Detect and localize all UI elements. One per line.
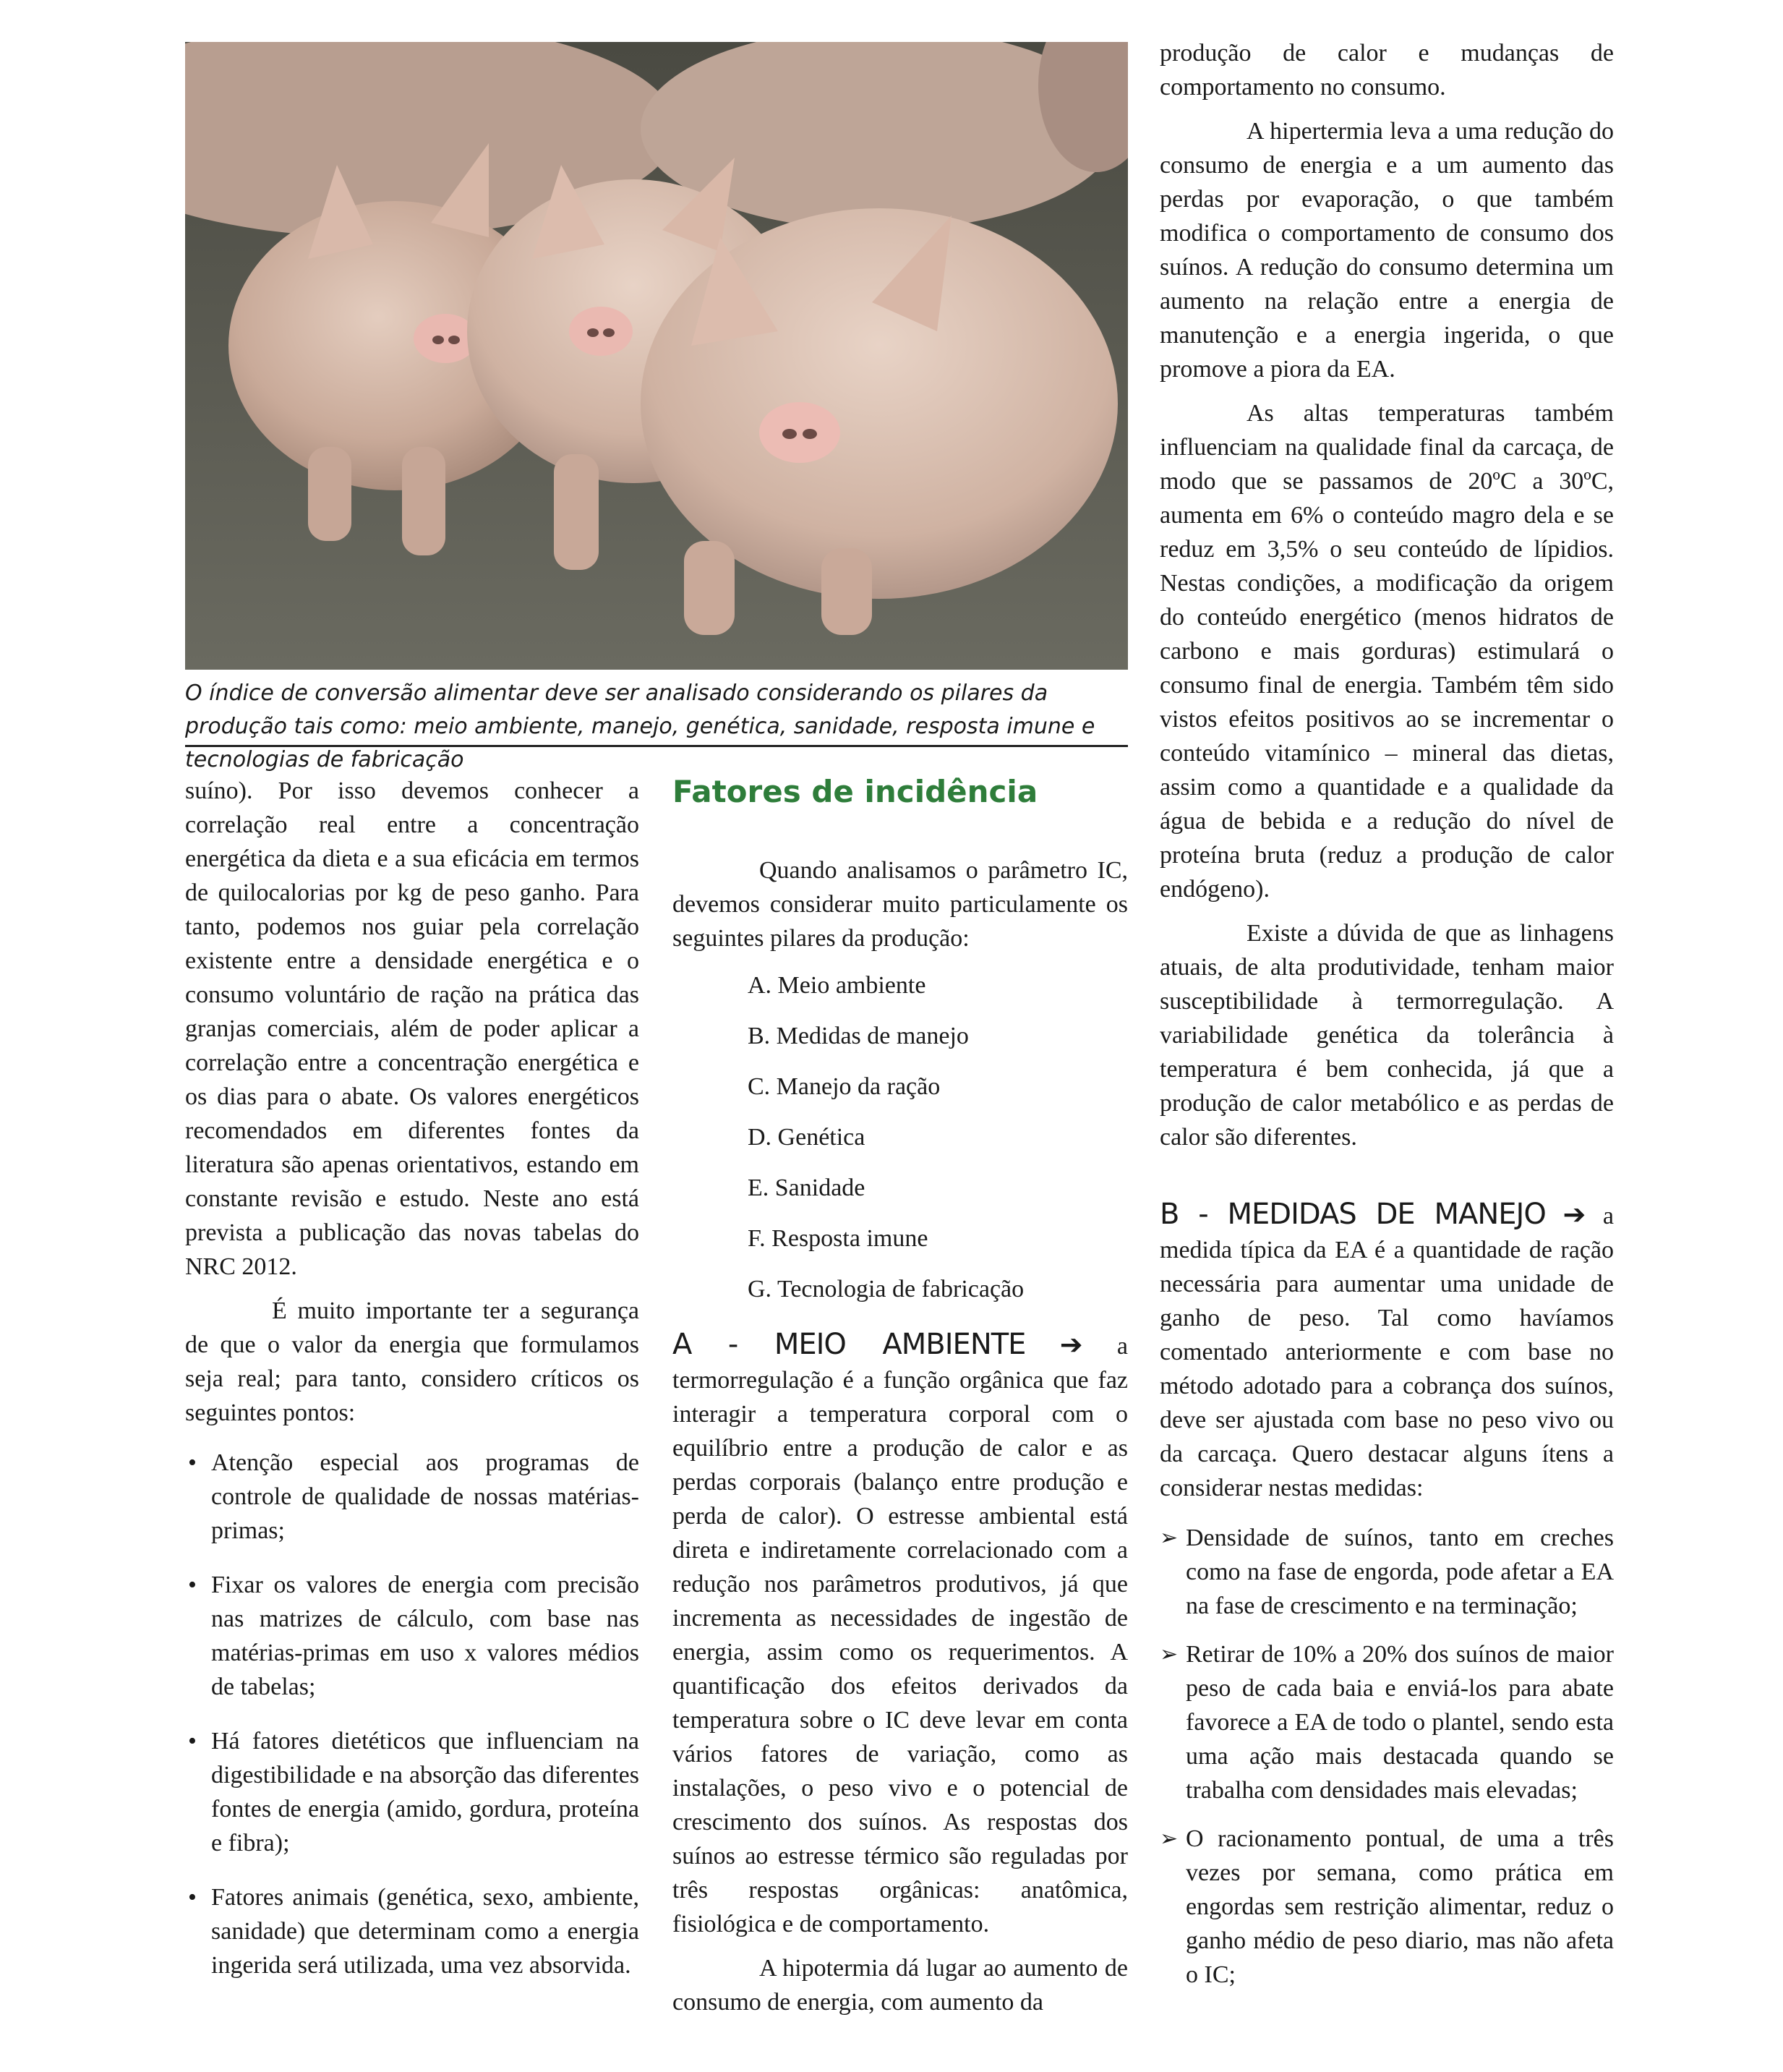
column-1: [185, 774, 639, 2003]
paragraph: A hipotermia dá lugar ao aumento de consumo de energia, com aumento da: [672, 1955, 1128, 2016]
bullet-icon: •: [188, 1449, 197, 1476]
paragraph: produção de calor e mudanças de comportamento no consumo.: [1160, 40, 1614, 101]
paragraph: A hipertermia leva a uma redução do consumo de energia e a um aumento das perdas por evaporação, o que também modifica o comportamento de consumo dos suínos. A redução do consumo determina um aumento na relação entre a energia de manutenção e a energia ingerida, o que promove a piora da EA.: [1160, 118, 1614, 383]
paragraph: Quando analisamos o parâmetro IC, devemos considerar muito particulamente os seguintes pilares da produção:: [672, 857, 1128, 952]
list-item: • Fatores animais (genética, sexo, ambiente, sanidade) que determinam como a energia ingerida será utilizada, uma vez absorvida.: [185, 1880, 639, 1982]
list-item: • Atenção especial aos programas de controle de qualidade de nossas matérias-primas;: [185, 1446, 639, 1548]
column-3: [1160, 36, 1614, 2006]
arrowhead-bullet-icon: ➢: [1160, 1642, 1179, 1667]
paragraph: As altas temperaturas também influenciam na qualidade final da carcaça, de modo que se passamos de 20ºC a 30ºC, aumenta em 6% o conteúdo magro dela e se reduz em 3,5% o seu conteúdo de lípidios. Nestas condições, a modificação da origem do conteúdo energético (menos hidratos de carbono e mais gorduras) estimulará o consumo final de energia. Também têm sido vistos efeitos positivos ao se incrementar o conteúdo vitamínico – mineral das dietas, assim como a quantidade e a qualidade da água de bebida e a redução do nível de proteína bruta (reduz a produção de calor endógeno).: [1160, 400, 1614, 903]
measures-list: [1160, 1521, 1614, 1992]
list-item: C. Manejo da ração: [748, 1073, 941, 1100]
bullet-icon: •: [188, 1572, 197, 1598]
section-a-text: a termorregulação é a função orgânica que faz interagir a temperatura corporal com o equilíbrio entre a produção de calor e as perdas corporais (balanço entre produção e perda de calor). O estresse ambiental está direta e indiretamente correlacionado com a redução nos parâmetros produtivos, já que incrementa as necessidades de ingestão de energia, assim como os requerimentos. A quantificação dos efeitos derivados da temperatura sobre o IC deve levar em conta vários fatores de variação, como as instalações, o peso vivo e o potencial de crescimento dos suínos. As respostas dos suínos ao estresse térmico são reguladas por três respostas orgânicas: anatômica, fisiológica e de comportamento.: [672, 1333, 1129, 1937]
pigs-photo: [185, 42, 1128, 670]
paragraph: É muito importante ter a segurança de que o valor da energia que formulamos seja real; para tanto, considero críticos os seguintes pontos:: [185, 1297, 639, 1426]
photo-caption: O índice de conversão alimentar deve ser analisado considerando os pilares da produção tais como: meio ambiente, manejo, genética, sanidade, resposta imune e tecnologias de fabricação: [185, 681, 1095, 772]
paragraph: Existe a dúvida de que as linhagens atuais, de alta produtividade, tenham maior susceptibilidade à termorregulação. A variabilidade genética da tolerância à temperatura é bem conhecida, já que a produção de calor metabólico e as perdas de calor são diferentes.: [1160, 920, 1614, 1151]
section-b-title: B - MEDIDAS DE MANEJO: [1160, 1198, 1546, 1231]
list-item: A. Meio ambiente: [748, 972, 926, 999]
list-item: B. Medidas de manejo: [748, 1023, 969, 1049]
bullet-list: [185, 1446, 639, 1982]
arrowhead-bullet-icon: ➢: [1160, 1525, 1179, 1551]
paragraph: suíno). Por isso devemos conhecer a correlação real entre a concentração energética da dieta e a sua eficácia em termos de quilocalorias por kg de peso ganho. Para tanto, podemos nos guiar pela correlação existente entre a densidade energética e o consumo voluntário de ração na prática das granjas comerciais, além de poder aplicar a correlação entre a concentração energética e os dias para o abate. Os valores energéticos recomendados em diferentes fontes da literatura são apenas orientativos, estando em constante revisão e estudo. Neste ano está prevista a publicação das novas tabelas do NRC 2012.: [185, 777, 639, 1280]
arrow-right-icon: ➔: [1059, 1329, 1083, 1360]
section-heading: Fatores de incidência: [672, 774, 1038, 809]
bullet-icon: •: [188, 1884, 197, 1911]
list-item: E. Sanidade: [748, 1174, 865, 1201]
list-item: F. Resposta imune: [748, 1225, 928, 1252]
list-item: • Fixar os valores de energia com precisão nas matrizes de cálculo, com base nas matérias-primas em uso x valores médios de tabelas;: [185, 1568, 639, 1704]
list-item: D. Genética: [748, 1124, 865, 1151]
list-item: ➢ Retirar de 10% a 20% dos suínos de maior peso de cada baia e enviá-los para abate favorece a EA de todo o plantel, sendo esta uma ação mais destacada quando se trabalha com densidades mais elevadas;: [1160, 1637, 1614, 1807]
bullet-icon: •: [188, 1728, 197, 1755]
pillars-list: [672, 968, 1128, 1306]
list-item: G. Tecnologia de fabricação: [748, 1276, 1025, 1303]
section-a: [672, 1328, 1128, 1941]
list-item: • Há fatores dietéticos que influenciam na digestibilidade e na absorção das diferentes fontes de energia (amido, gordura, proteína e fibra);: [185, 1724, 639, 1860]
pigs-illustration: [185, 42, 1128, 670]
list-item: ➢ O racionamento pontual, de uma a três vezes por semana, como prática em engordas sem restrição alimentar, reduz o ganho médio de peso diario, mas não afeta o IC;: [1160, 1822, 1614, 1992]
arrowhead-bullet-icon: ➢: [1160, 1826, 1179, 1851]
section-b: [1160, 1198, 1614, 1505]
section-a-title: A - MEIO AMBIENTE: [672, 1328, 1026, 1361]
column-2: [672, 774, 1128, 2019]
list-item: ➢ Densidade de suínos, tanto em creches como na fase de engorda, pode afetar a EA na fase de crescimento e na terminação;: [1160, 1521, 1614, 1623]
arrow-right-icon: ➔: [1562, 1198, 1586, 1230]
section-b-text: a medida típica da EA é a quantidade de ração necessária para aumentar uma unidade de ganho de peso. Tal como havíamos comentado anteriormente e com base no método adotado para a cobrança dos suínos, deve ser ajustada com base no peso vivo ou da carcaça. Quero destacar alguns ítens a considerar nestas medidas:: [1160, 1203, 1614, 1501]
caption-divider: [185, 745, 1128, 747]
